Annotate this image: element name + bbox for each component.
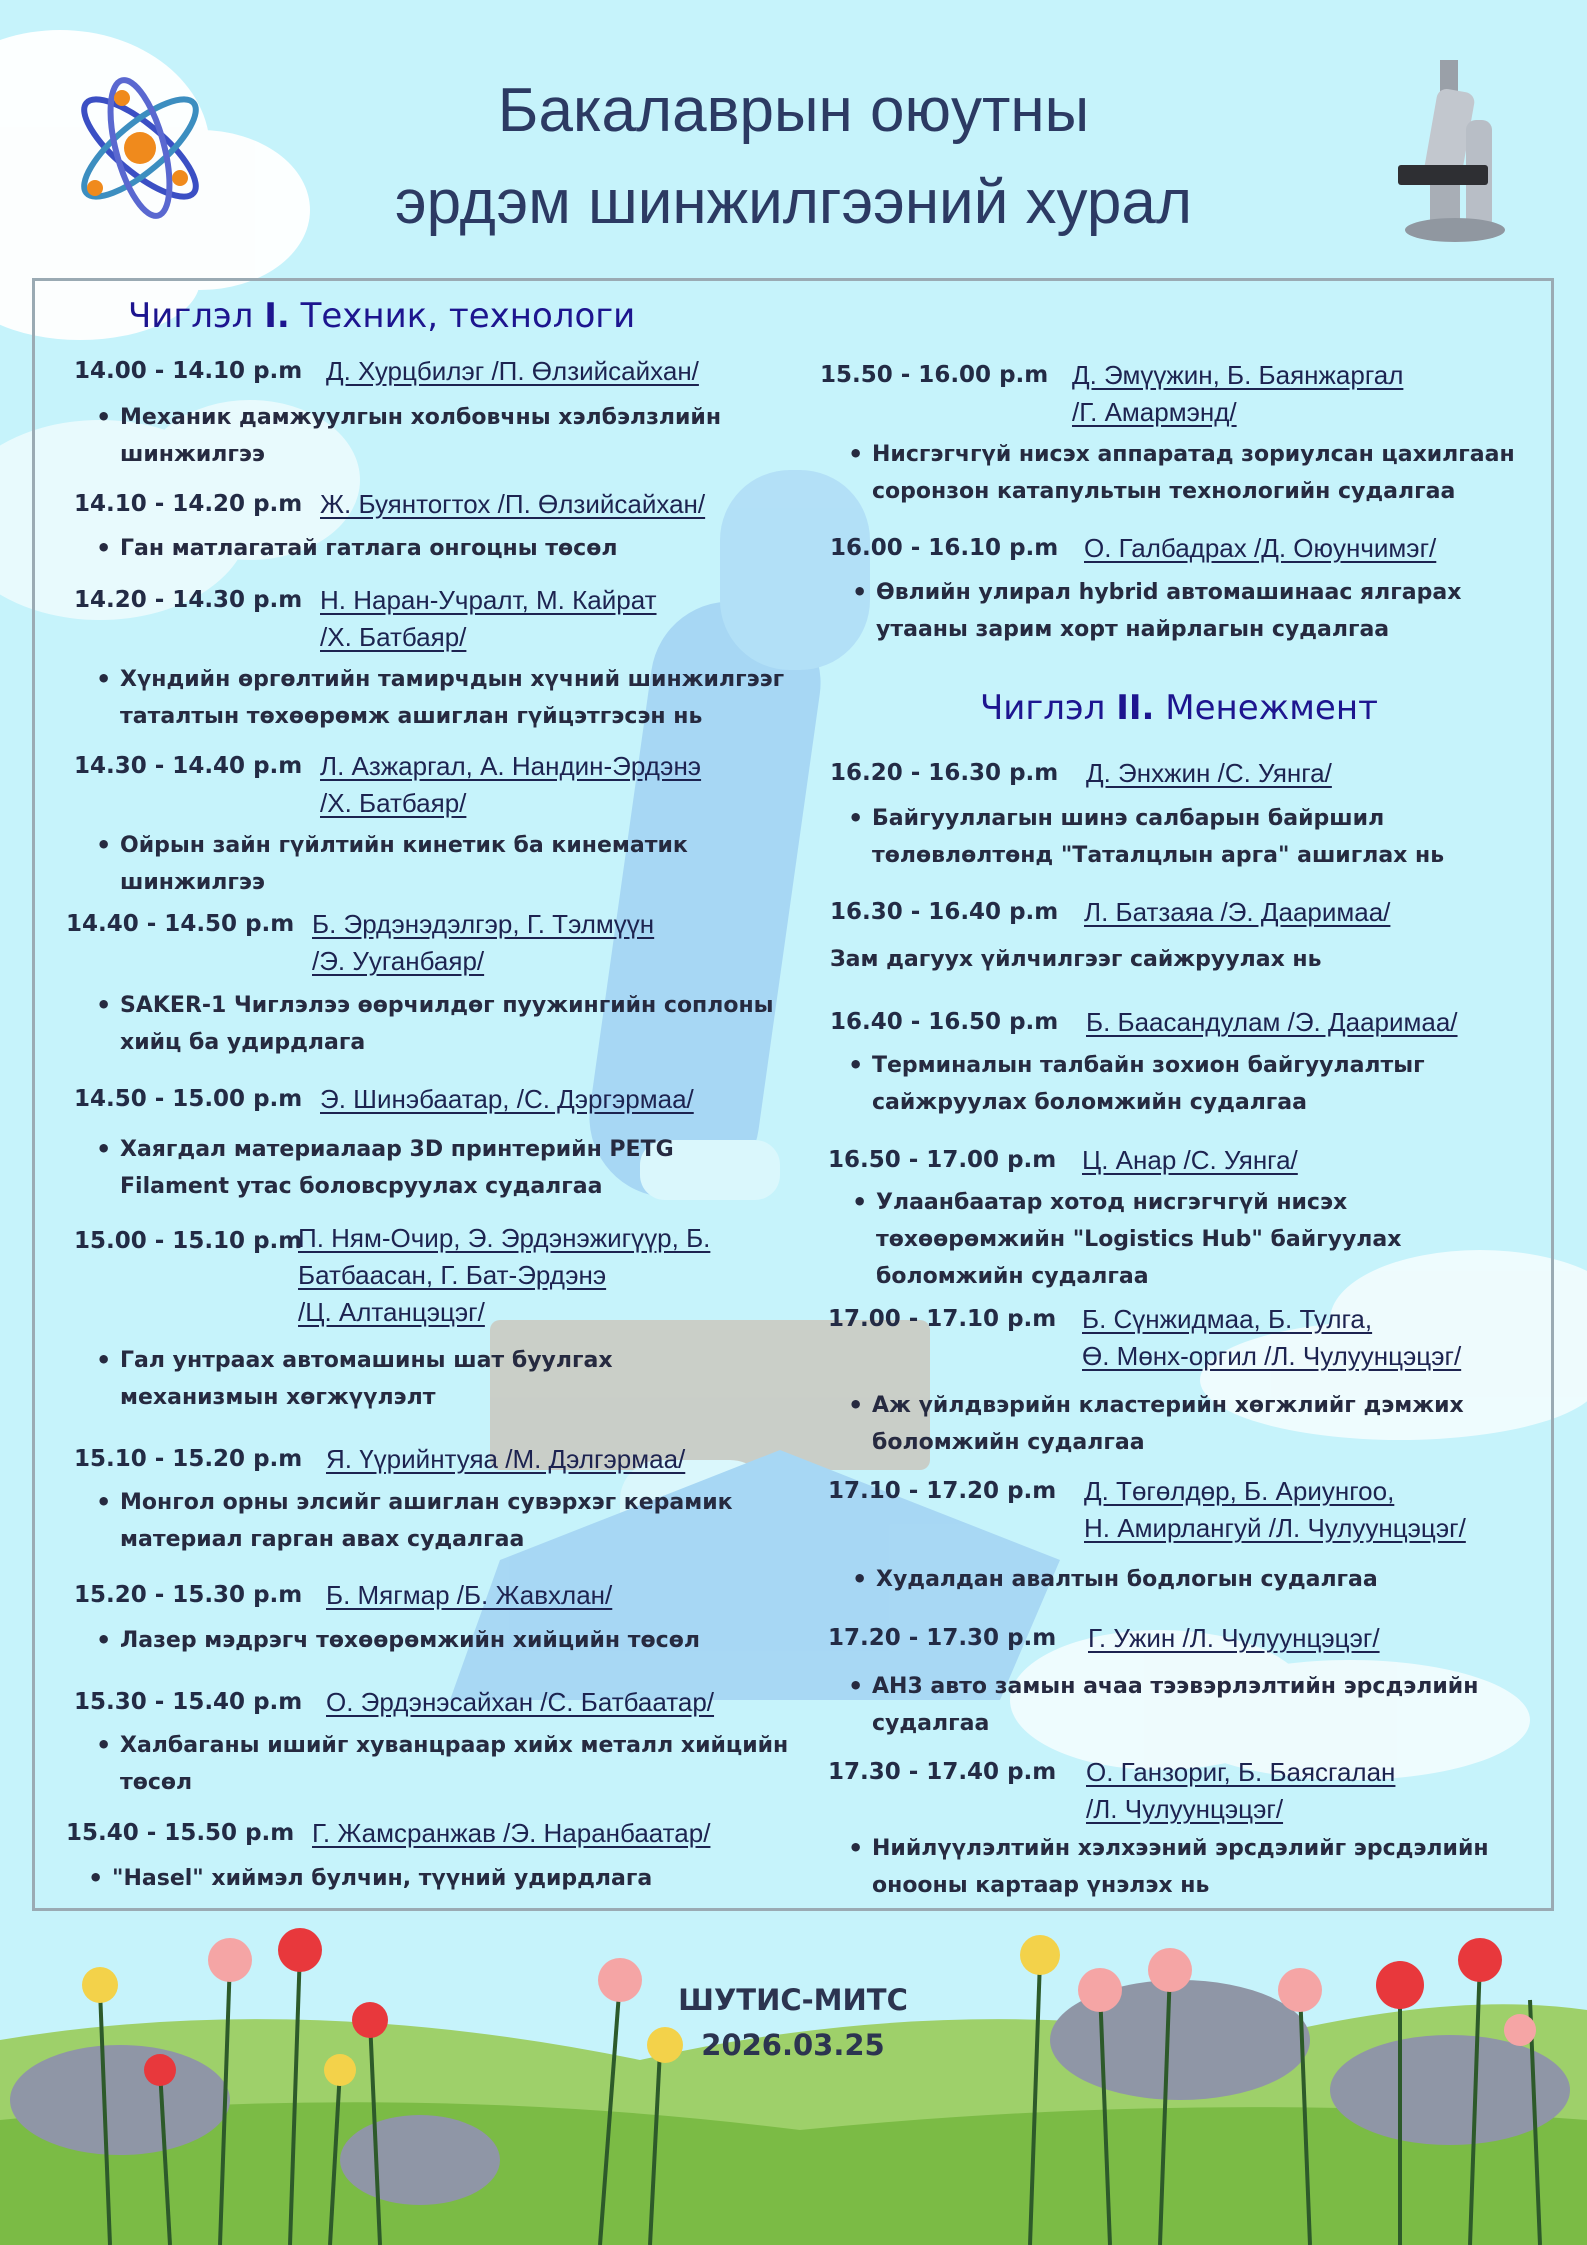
topic-line: Ган матлагатай гатлага онгоцны төсөл	[120, 536, 618, 561]
session-time: 15.10 - 15.20 p.m	[74, 1446, 303, 1472]
topic-line: АН3 авто замын ачаа тээвэрлэлтийн эрсдэлийн	[872, 1674, 1479, 1699]
session-authors	[1084, 1473, 1564, 1547]
session-topic	[120, 987, 800, 1061]
topic-line: шинжилгээ	[120, 870, 265, 895]
session-topic	[872, 1668, 1552, 1742]
author-line: /Г. Амармэнд/	[1072, 397, 1237, 427]
topic-line: шинжилгээ	[120, 442, 265, 467]
session-topic	[876, 574, 1556, 648]
session-topic	[876, 1561, 1556, 1598]
topic-line: SAKER-1 Чиглэлээ өөрчилдөг пуужингийн соплоны	[120, 993, 774, 1018]
author-line: Б. Сүнжидмаа, Б. Тулга,	[1082, 1304, 1373, 1334]
session-time: 16.40 - 16.50 p.m	[830, 1009, 1059, 1035]
session-time: 14.00 - 14.10 p.m	[74, 358, 303, 384]
author-line: Л. Азжаргал, А. Нандин-Эрдэнэ	[320, 751, 702, 781]
author-line: П. Ням-Очир, Э. Эрдэнэжигүүр, Б.	[298, 1223, 711, 1253]
author-line: О. Галбадрах /Д. Оюунчимэг/	[1084, 533, 1437, 563]
author-line: Я. Үүрийнтуяа /М. Дэлгэрмаа/	[326, 1444, 686, 1474]
session-time: 14.50 - 15.00 p.m	[74, 1086, 303, 1112]
session-topic	[872, 1387, 1552, 1461]
session-authors	[1082, 1301, 1562, 1375]
session-authors	[1086, 1004, 1556, 1041]
session-time: 17.20 - 17.30 p.m	[828, 1625, 1057, 1651]
session-authors	[1088, 1620, 1558, 1657]
session-topic	[112, 1860, 792, 1897]
session-time: 15.30 - 15.40 p.m	[74, 1689, 303, 1715]
session-time: 17.30 - 17.40 p.m	[828, 1759, 1057, 1785]
session-authors	[320, 582, 780, 656]
session-authors	[326, 353, 786, 390]
topic-line: онооны картаар үнэлэх нь	[872, 1873, 1210, 1898]
author-line: Ж. Буянтогтох /П. Өлзийсайхан/	[320, 489, 706, 519]
session-authors	[320, 748, 780, 822]
topic-line: төсөл	[120, 1770, 193, 1795]
session-topic	[120, 1622, 800, 1659]
session-time: 15.40 - 15.50 p.m	[66, 1820, 295, 1846]
session-authors	[326, 1577, 786, 1614]
page-title-line1: Бакалаврын оюутны	[497, 76, 1090, 145]
topic-line: Хаягдал материалаар 3D принтерийн PETG	[120, 1137, 674, 1162]
topic-line: Filament утас боловсруулах судалгаа	[120, 1174, 603, 1199]
author-line: /Л. Чулуунцэцэг/	[1086, 1794, 1284, 1824]
session-time: 16.00 - 16.10 p.m	[830, 535, 1059, 561]
topic-line: хийц ба удирдлага	[120, 1030, 366, 1055]
author-line: Г. Жамсранжав /Э. Наранбаатар/	[312, 1818, 711, 1848]
session-topic	[120, 1131, 800, 1205]
session-time: 15.20 - 15.30 p.m	[74, 1582, 303, 1608]
session-topic	[872, 1047, 1552, 1121]
author-line: О. Ганзориг, Б. Баясгалан	[1086, 1757, 1396, 1787]
section-number: II.	[1116, 688, 1155, 728]
topic-line: Халбаганы ишийг хуванцраар хийх металл хийцийн	[120, 1733, 789, 1758]
topic-line: Худалдан авалтын бодлогын судалгаа	[876, 1567, 1378, 1592]
session-time: 16.20 - 16.30 p.m	[830, 760, 1059, 786]
footer-organization: ШУТИС-МИТС	[678, 1983, 908, 2017]
session-authors	[326, 1684, 786, 1721]
session-topic	[120, 399, 800, 473]
author-line: Б. Баасандулам /Э. Дааримаа/	[1086, 1007, 1458, 1037]
session-authors	[326, 1441, 786, 1478]
author-line: Ц. Анар /С. Уянга/	[1082, 1145, 1298, 1175]
topic-line: Улаанбаатар хотод нисгэгчгүй нисэх	[876, 1190, 1348, 1215]
topic-line: төлөвлөлтөнд "Таталцлын арга" ашиглах нь	[872, 843, 1445, 868]
topic-line: механизмын хөгжүүлэлт	[120, 1385, 436, 1410]
session-time: 14.30 - 14.40 p.m	[74, 753, 303, 779]
topic-line: Гал унтраах автомашины шат буулгах	[120, 1348, 613, 1373]
session-topic	[120, 1484, 800, 1558]
author-line: Д. Төгөлдөр, Б. Ариунгоо,	[1084, 1476, 1395, 1506]
session-authors	[1086, 755, 1556, 792]
topic-line: Механик дамжуулгын холбовчны хэлбэлзлийн	[120, 405, 722, 430]
session-topic	[120, 1342, 800, 1416]
topic-line: Хүндийн өргөлтийн тамирчдын хүчний шинжилгээг	[120, 667, 785, 692]
topic-line: боломжийн судалгаа	[876, 1264, 1149, 1289]
session-time: 16.30 - 16.40 p.m	[830, 899, 1059, 925]
topic-line: соронзон катапультын технологийн судалгаа	[872, 479, 1456, 504]
session-topic	[872, 436, 1552, 510]
session-authors	[298, 1220, 768, 1331]
section-prefix: Чиглэл	[980, 688, 1106, 728]
section-heading-technology	[128, 296, 635, 336]
author-line: Л. Батзаяа /Э. Дааримаа/	[1084, 897, 1391, 927]
topic-line: төхөөрөмжийн "Logistics Hub" байгуулах	[876, 1227, 1402, 1252]
topic-line: Зам дагуух үйлчилгээг сайжруулах нь	[830, 947, 1322, 972]
author-line: Ө. Мөнх-оргил /Л. Чулуунцэцэг/	[1082, 1341, 1462, 1371]
session-topic	[830, 941, 1530, 978]
topic-line: Нисгэгчгүй нисэх аппаратад зориулсан цахилгаан	[872, 442, 1515, 467]
topic-line: утааны зарим хорт найрлагын судалгаа	[876, 617, 1390, 642]
section-name: Менежмент	[1165, 688, 1378, 728]
author-line: Д. Энхжин /С. Уянга/	[1086, 758, 1332, 788]
page-title-line2: эрдэм шинжилгээний хурал	[394, 168, 1192, 237]
session-time: 16.50 - 17.00 p.m	[828, 1147, 1057, 1173]
section-name: Техник, технологи	[300, 296, 636, 336]
author-line: Н. Амирлангуй /Л. Чулуунцэцэг/	[1084, 1513, 1466, 1543]
session-time: 15.50 - 16.00 p.m	[820, 362, 1049, 388]
topic-line: материал гарган авах судалгаа	[120, 1527, 525, 1552]
session-topic	[872, 800, 1552, 874]
session-topic	[876, 1184, 1556, 1295]
session-authors	[1082, 1142, 1552, 1179]
session-authors	[312, 906, 772, 980]
section-number: I.	[264, 296, 290, 336]
session-time: 14.20 - 14.30 p.m	[74, 587, 303, 613]
session-authors	[312, 1815, 772, 1852]
topic-line: судалгаа	[872, 1711, 990, 1736]
author-line: Г. Ужин /Л. Чулуунцэцэг/	[1088, 1623, 1380, 1653]
topic-line: Аж үйлдвэрийн кластерийн хөгжлийг дэмжих	[872, 1393, 1464, 1418]
topic-line: Лазер мэдрэгч төхөөрөмжийн хийцийн төсөл	[120, 1628, 700, 1653]
author-line: /Х. Батбаяр/	[320, 788, 467, 818]
topic-line: "Hasel" хиймэл булчин, түүний удирдлага	[112, 1866, 653, 1891]
topic-line: Ойрын зайн гүйлтийн кинетик ба кинематик	[120, 833, 688, 858]
topic-line: сайжруулах боломжийн судалгаа	[872, 1090, 1307, 1115]
topic-line: Нийлүүлэлтийн хэлхээний эрсдэлийг эрсдэлийн	[872, 1836, 1489, 1861]
session-authors	[320, 486, 780, 523]
topic-line: боломжийн судалгаа	[872, 1430, 1145, 1455]
session-time: 17.10 - 17.20 p.m	[828, 1478, 1057, 1504]
session-topic	[120, 827, 800, 901]
session-topic	[120, 1727, 800, 1801]
session-topic	[120, 530, 800, 567]
topic-line: Монгол орны элсийг ашиглан сувэрхэг керамик	[120, 1490, 733, 1515]
session-topic	[120, 661, 800, 735]
topic-line: таталтын төхөөрөмж ашиглан гүйцэтгэсэн нь	[120, 704, 703, 729]
topic-line: Байгууллагын шинэ салбарын байршил	[872, 806, 1385, 831]
topic-line: Терминалын талбайн зохион байгуулалтыг	[872, 1053, 1425, 1078]
session-authors	[1084, 894, 1554, 931]
author-line: Б. Мягмар /Б. Жавхлан/	[326, 1580, 613, 1610]
author-line: Батбаасан, Г. Бат-Эрдэнэ	[298, 1260, 607, 1290]
author-line: Д. Эмүүжин, Б. Баянжаргал	[1072, 360, 1404, 390]
author-line: /Э. Ууганбаяр/	[312, 946, 485, 976]
session-authors	[1084, 530, 1554, 567]
author-line: О. Эрдэнэсайхан /С. Батбаатар/	[326, 1687, 715, 1717]
author-line: /Ц. Алтанцэцэг/	[298, 1297, 485, 1327]
session-time: 14.40 - 14.50 p.m	[66, 911, 295, 937]
session-authors	[1086, 1754, 1556, 1828]
section-heading-management	[980, 688, 1378, 728]
session-time: 15.00 - 15.10 p.m	[74, 1228, 303, 1254]
author-line: Б. Эрдэнэдэлгэр, Г. Тэлмүүн	[312, 909, 655, 939]
section-prefix: Чиглэл	[128, 296, 254, 336]
session-topic	[872, 1830, 1552, 1904]
session-authors	[1072, 357, 1542, 431]
author-line: Э. Шинэбаатар, /С. Дэргэрмаа/	[320, 1084, 694, 1114]
author-line: Д. Хурцбилэг /П. Өлзийсайхан/	[326, 356, 699, 386]
session-authors	[320, 1081, 780, 1118]
session-time: 14.10 - 14.20 p.m	[74, 491, 303, 517]
session-time: 17.00 - 17.10 p.m	[828, 1306, 1057, 1332]
topic-line: Өвлийн улирал hybrid автомашинаас ялгарах	[876, 580, 1462, 605]
author-line: /Х. Батбаяр/	[320, 622, 467, 652]
author-line: Н. Наран-Учралт, М. Кайрат	[320, 585, 657, 615]
footer-date: 2026.03.25	[701, 2028, 885, 2062]
